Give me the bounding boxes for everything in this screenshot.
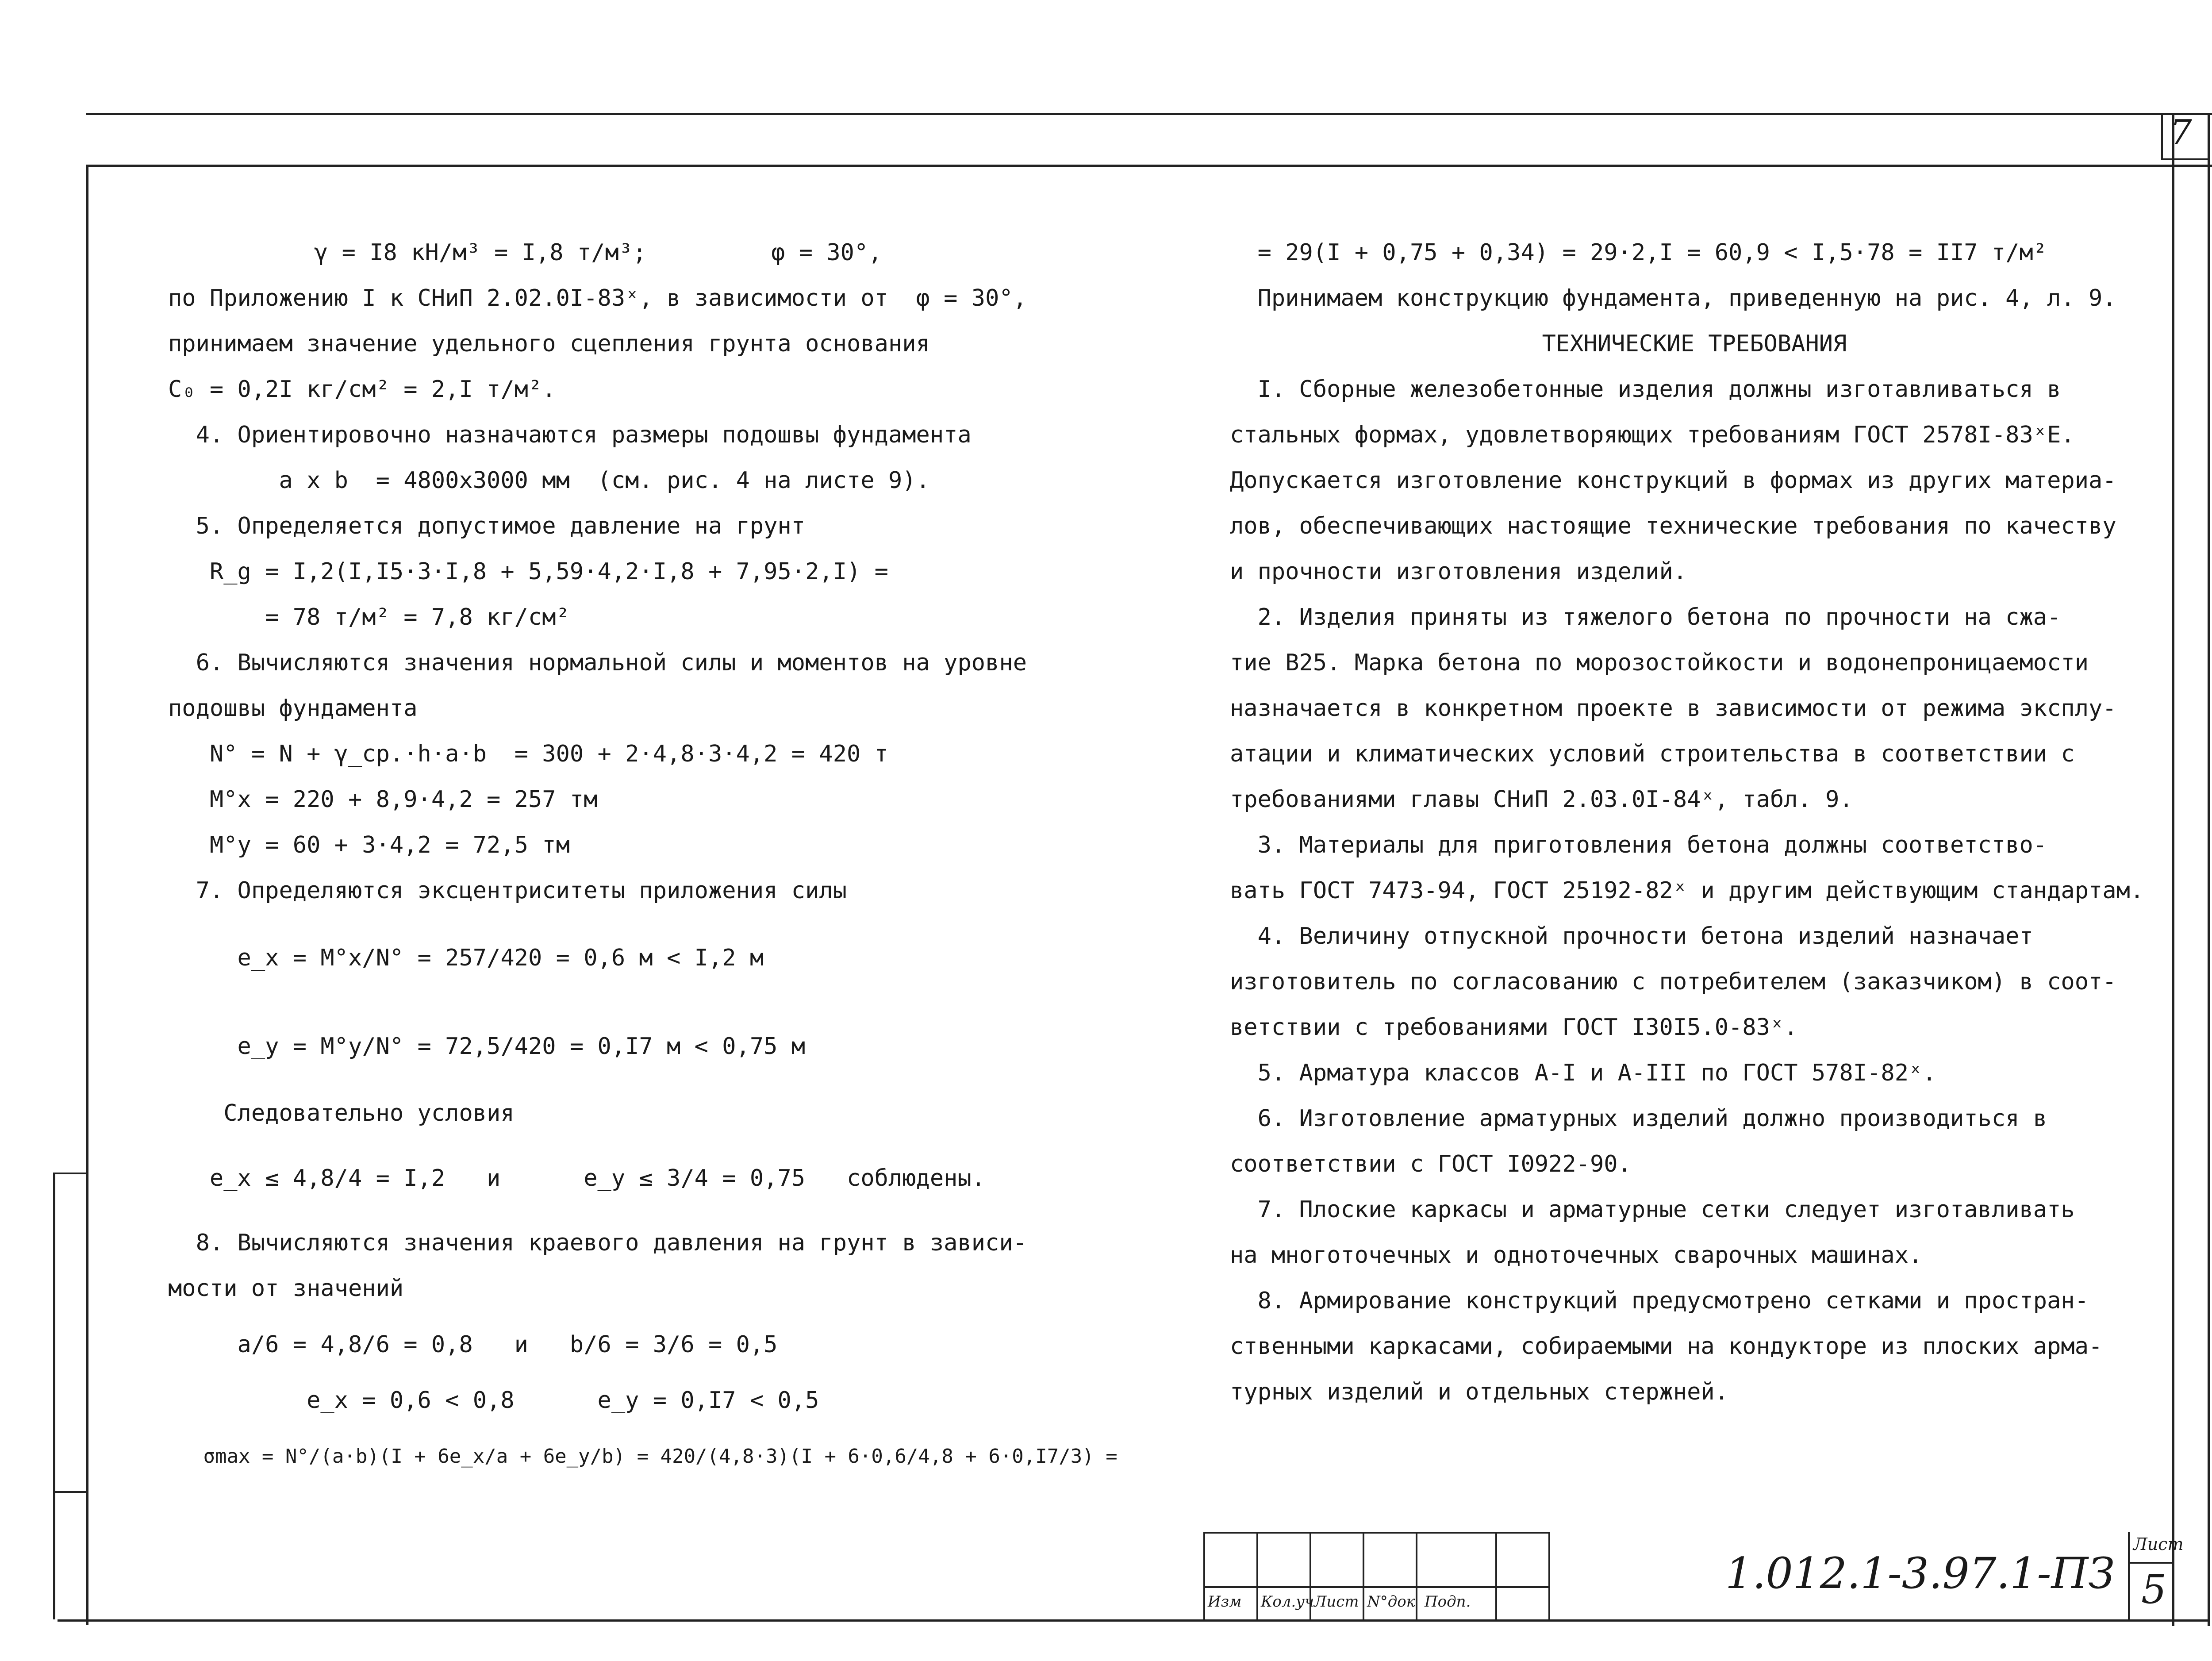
text-line: 4. Величину отпускной прочности бетона изделий назначает [1230, 923, 2033, 950]
text-line: мости от значений [168, 1275, 404, 1302]
left-column [168, 230, 1118, 1490]
margin-left-line [53, 1173, 55, 1619]
formula-line: e_y = M°y/N° = 72,5/420 = 0,I7 м < 0,75 м [168, 1033, 806, 1060]
formula-line: e_x ≤ 4,8/4 = I,2 и e_y ≤ 3/4 = 0,75 соблюдены. [168, 1165, 986, 1192]
text-line: на многоточечных и одноточечных сварочных машинах. [1230, 1242, 1923, 1269]
stamp-sheet-midline [2128, 1562, 2172, 1564]
text-line: назначается в конкретном проекте в зависимости от режима эксплу- [1230, 695, 2116, 722]
text-line: 5. Арматура классов A-I и A-III по ГОСТ 578I-82ˣ. [1230, 1060, 1936, 1086]
formula-line: e_x = M°x/N° = 257/420 = 0,6 м < I,2 м [168, 945, 764, 971]
formula-line: a/6 = 4,8/6 = 0,8 и b/6 = 3/6 = 0,5 [168, 1331, 778, 1358]
text-line: 7. Определяются эксцентриситеты приложения силы [168, 877, 847, 904]
formula-line: e_x = 0,6 < 0,8 e_y = 0,I7 < 0,5 [168, 1387, 819, 1414]
text-line: M°x = 220 + 8,9·4,2 = 257 тм [168, 786, 598, 813]
text-line: 2. Изделия приняты из тяжелого бетона по прочности на сжа- [1230, 604, 2061, 631]
right-column [1230, 230, 2159, 1415]
stamp-label-list: Лист [1314, 1593, 1359, 1611]
stamp-label-ndoc: N°док [1367, 1593, 1416, 1611]
text-line: изготовитель по согласованию с потребителем (заказчиком) в соот- [1230, 969, 2116, 995]
text-line: требованиями главы СНиП 2.03.0I-84ˣ, табл. 9. [1230, 786, 1853, 813]
text-line: атации и климатических условий строительства в соответствии с [1230, 741, 2075, 767]
text-line: принимаем значение удельного сцепления грунта основания [168, 331, 930, 357]
stamp-divider [1256, 1532, 1258, 1620]
top-border-rule [86, 113, 2212, 115]
text-line: I. Сборные железобетонные изделия должны изготавливаться в [1230, 376, 2061, 403]
sheet-number: 5 [2141, 1566, 2167, 1613]
stamp-divider [1495, 1532, 1497, 1620]
text-line: ственными каркасами, собираемыми на кондукторе из плоских арма- [1230, 1333, 2103, 1360]
text-line: 4. Ориентировочно назначаются размеры подошвы фундамента [168, 422, 972, 448]
text-line: лов, обеспечивающих настоящие технические требования по качеству [1230, 513, 2116, 539]
stamp-divider [1363, 1532, 1364, 1620]
frame-bottom-line [58, 1619, 2210, 1622]
document-code: 1.012.1-3.97.1-ПЗ [1725, 1549, 2115, 1598]
margin-tick-2 [53, 1491, 88, 1493]
frame-left-line [86, 165, 88, 1625]
formula-line: σmax = N°/(a·b)(I + 6e_x/a + 6e_y/b) = 420/(4,8·3)(I + 6·0,6/4,8 + 6·0,I7/3) = [168, 1445, 1118, 1468]
stamp-sheet-divider [2128, 1532, 2130, 1620]
text-line: C₀ = 0,2I кг/см² = 2,I т/м². [168, 376, 556, 403]
text-line: вать ГОСТ 7473-94, ГОСТ 25192-82ˣ и другим действующим стандартам. [1230, 877, 2144, 904]
text-line: 3. Материалы для приготовления бетона должны соответство- [1230, 832, 2047, 858]
sheet-label: Лист [2133, 1534, 2184, 1554]
corner-box-left [2161, 113, 2163, 160]
text-line: и прочности изготовления изделий. [1230, 558, 1687, 585]
frame-right-line [2172, 113, 2174, 1626]
frame-top-line [86, 165, 2212, 167]
text-line: Принимаем конструкцию фундамента, приведенную на рис. 4, л. 9. [1230, 285, 2116, 311]
text-line: стальных формах, удовлетворяющих требованиям ГОСТ 2578I-83ˣE. [1230, 422, 2075, 448]
text-line: 5. Определяется допустимое давление на грунт [168, 513, 806, 539]
text-line: a x b = 4800x3000 мм (см. рис. 4 на листе 9). [168, 467, 930, 494]
stamp-label-podp: Подп. [1425, 1593, 1471, 1611]
section-heading: TEXHИЧЕСКИЕ ТРЕБОВАНИЯ [1542, 331, 1847, 357]
corner-sheet-number: 7 [2170, 113, 2192, 153]
stamp-label-izm: Изм [1208, 1593, 1242, 1611]
text-line: 6. Вычисляются значения нормальной силы и моментов на уровне [168, 650, 1027, 676]
text-line: R_g = I,2(I,I5·3·I,8 + 5,59·4,2·I,8 + 7,95·2,I) = [168, 558, 888, 585]
text-line: M°y = 60 + 3·4,2 = 72,5 тм [168, 832, 570, 858]
text-line: γ = I8 кН/м³ = I,8 т/м³; φ = 30°, [314, 239, 882, 266]
margin-tick-1 [53, 1173, 88, 1174]
corner-box-bottom [2161, 158, 2210, 160]
text-line: 8. Вычисляются значения краевого давления на грунт в зависи- [168, 1230, 1027, 1256]
text-line: = 78 т/м² = 7,8 кг/см² [168, 604, 570, 631]
text-line: 6. Изготовление арматурных изделий должно производиться в [1230, 1105, 2047, 1132]
text-line: по Приложению I к СНиП 2.02.0I-83ˣ, в зависимости от φ = 30°, [168, 285, 1027, 311]
text-line: 8. Армирование конструкций предусмотрено сетками и простран- [1230, 1288, 2089, 1314]
text-line: Следовательно условия [168, 1100, 515, 1127]
text-line: соответствии с ГОСТ I0922-90. [1230, 1151, 1632, 1177]
stamp-left-line [1203, 1532, 1205, 1620]
text-line: ветствии с требованиями ГОСТ I30I5.0-83ˣ. [1230, 1014, 1798, 1041]
stamp-divider [1548, 1532, 1550, 1620]
stamp-divider [1416, 1532, 1417, 1620]
text-line: подошвы фундамента [168, 695, 418, 722]
text-line: N° = N + γ_ср.·h·a·b = 300 + 2·4,8·3·4,2 = 420 т [168, 741, 888, 767]
text-line: тие B25. Марка бетона по морозостойкости и водонепроницаемости [1230, 650, 2089, 676]
frame-right-outer-line [2208, 113, 2210, 1626]
text-line: турных изделий и отдельных стержней. [1230, 1379, 1729, 1405]
text-line: Допускается изготовление конструкций в формах из других материа- [1230, 467, 2116, 494]
text-line: 7. Плоские каркасы и арматурные сетки следует изготавливать [1230, 1196, 2075, 1223]
stamp-label-kol: Кол.уч [1261, 1593, 1314, 1611]
text-line: = 29(I + 0,75 + 0,34) = 29·2,I = 60,9 < I,5·78 = II7 т/м² [1230, 239, 2047, 266]
